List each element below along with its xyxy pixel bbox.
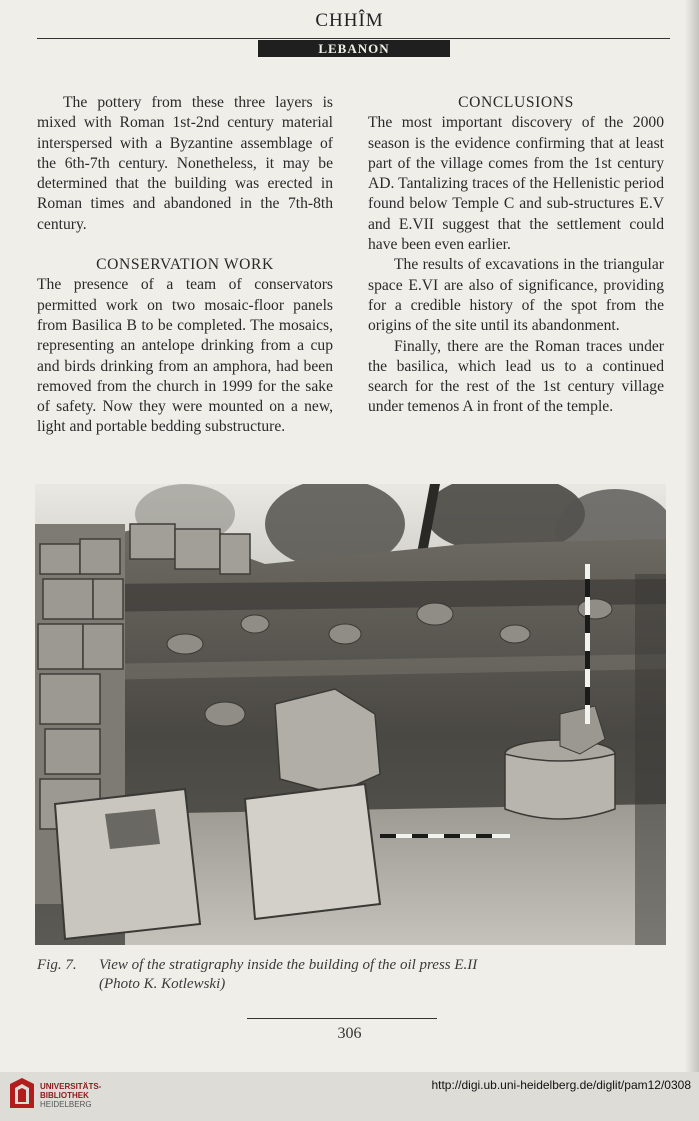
page-number: 306 — [337, 1025, 362, 1042]
conservation-heading: CONSERVATION WORK — [96, 256, 274, 274]
left-paragraph-1: The pottery from these three layers is mixed with Roman 1st-2nd century material interspersed with a Byzantine assemblage of the 6th-7th century. Nonetheless, it may be determined that the building was erected in Roman times and abandoned in the 7th-8th century. — [37, 94, 333, 233]
source-url-link[interactable]: http://digi.ub.uni-heidelberg.de/diglit/pam12/0308 — [431, 1078, 691, 1092]
conclusions-heading: CONCLUSIONS — [458, 94, 574, 111]
header-rule — [37, 38, 670, 39]
library-name — [40, 1082, 101, 1109]
left-paragraph-2: The presence of a team of conservators permitted work on two mosaic-floor panels from Basilica B to be completed. The mosaics, representing an antelope drinking from a cup and birds drinking from an amphora, had been removed from the church in 1999 for the sake of safety. Now they were mounted on a new, light and portable bedding substructure. — [37, 276, 333, 436]
stratigraphy-photo-illustration — [35, 484, 666, 945]
library-line-1: UNIVERSITÄTS- — [40, 1082, 102, 1091]
viewer-footer — [0, 1072, 699, 1121]
library-logo-icon — [8, 1078, 36, 1114]
figure-caption — [37, 956, 667, 994]
excavation-photo — [35, 484, 666, 945]
right-paragraph-1: The most important discovery of the 2000 season is the evidence confirming that at least part of the village comes from the 1st century AD. Tantalizing traces of the Hellenistic period found below Temple C and sub-structures E.V and E.VII suggest that the settlement could have been even earlier. — [368, 114, 664, 254]
library-line-3: HEIDELBERG — [40, 1100, 92, 1109]
caption-text: View of the stratigraphy inside the building of the oil press E.II — [99, 957, 478, 973]
library-line-2: BIBLIOTHEK — [40, 1091, 89, 1100]
footer-rule — [247, 1018, 437, 1019]
left-column — [37, 93, 333, 438]
right-paragraph-3: Finally, there are the Roman traces under the basilica, which lead us to a continued search for the rest of the 1st century village under temenos A in front of the temple. — [368, 337, 664, 416]
photo-credit: (Photo K. Kotlewski) — [99, 976, 226, 992]
figure-label: Fig. 7. — [37, 957, 77, 973]
running-title: CHHÎM — [315, 10, 384, 31]
right-column — [368, 93, 664, 418]
section-band: LEBANON — [258, 40, 450, 57]
right-paragraph-2: The results of excavations in the triangular space E.VI are also of significance, providing for a credible history of the spot from the origins of the site until its abandonment. — [368, 256, 664, 335]
